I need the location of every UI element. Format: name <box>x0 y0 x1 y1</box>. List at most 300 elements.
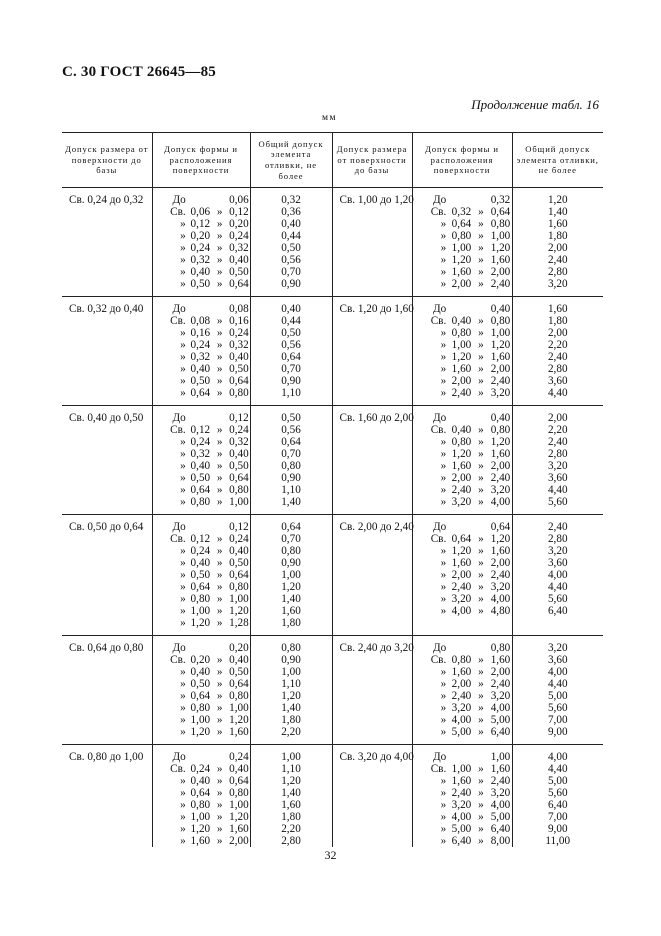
form-tolerance-line <box>159 557 250 569</box>
form-tolerance-line <box>419 484 512 496</box>
total-tolerance-value: 3,60 <box>547 472 568 484</box>
total-tolerance-value: 9,00 <box>547 726 568 738</box>
form-lower-bound: 2,00 <box>451 569 472 581</box>
total-tolerance-value: 1,40 <box>281 702 301 714</box>
total-tolerance-value: 4,40 <box>547 581 568 593</box>
form-separator: » <box>478 678 484 690</box>
form-prefix: » <box>180 387 186 399</box>
form-upper-bound: 1,60 <box>229 726 249 738</box>
form-tolerance-line <box>159 278 250 290</box>
total-tolerance-value: 2,40 <box>547 351 568 363</box>
total-tolerance-value: 6,40 <box>547 605 568 617</box>
total-tolerance-value: 5,00 <box>547 690 568 702</box>
form-separator: » <box>478 702 484 714</box>
form-prefix: » <box>440 327 447 339</box>
form-tolerance-line <box>159 763 250 775</box>
form-prefix: » <box>440 230 447 242</box>
form-lower-bound <box>186 521 210 533</box>
form-tolerance-line <box>419 545 512 557</box>
total-tolerance-cell <box>250 515 332 636</box>
total-tolerance-value: 2,80 <box>547 363 568 375</box>
form-upper-bound: 0,64 <box>229 775 249 787</box>
form-tolerance-line <box>159 206 250 218</box>
total-tolerance-value: 0,90 <box>281 472 301 484</box>
total-tolerance-value: 5,60 <box>547 593 568 605</box>
form-tolerance-line <box>159 424 250 436</box>
form-prefix: » <box>440 387 447 399</box>
form-separator: » <box>216 351 223 363</box>
form-lower-bound: 0,40 <box>190 460 211 472</box>
form-lower-bound: 1,00 <box>451 242 472 254</box>
form-upper-bound: 4,00 <box>490 593 511 605</box>
form-upper-bound: 0,80 <box>490 315 511 327</box>
total-tolerance-cell <box>250 297 332 406</box>
total-tolerance-value: 0,70 <box>281 533 301 545</box>
form-separator: » <box>478 714 484 726</box>
form-tolerance-line <box>419 642 512 654</box>
form-separator: » <box>478 787 484 799</box>
form-prefix: » <box>180 339 186 351</box>
form-tolerance-line <box>419 448 512 460</box>
column-header: Общий допуск элемента отливки, не более <box>512 133 603 188</box>
form-tolerance-cell <box>412 515 512 636</box>
total-tolerance-value: 5,60 <box>547 496 568 508</box>
form-lower-bound: 1,60 <box>190 835 211 847</box>
form-lower-bound: 0,64 <box>190 787 211 799</box>
form-upper-bound: 1,20 <box>229 714 249 726</box>
table-row <box>62 188 603 297</box>
total-tolerance-value: 0,64 <box>281 521 301 533</box>
form-prefix: Св. <box>430 424 447 436</box>
table-header-row <box>62 133 603 188</box>
form-separator: » <box>216 593 223 605</box>
total-tolerance-value: 0,40 <box>281 218 301 230</box>
form-prefix: Св. <box>430 206 447 218</box>
form-lower-bound: 0,24 <box>190 339 211 351</box>
form-upper-bound: 2,40 <box>490 375 511 387</box>
form-separator: » <box>216 424 223 436</box>
form-tolerance-line <box>159 666 250 678</box>
form-tolerance-line <box>419 569 512 581</box>
form-separator: » <box>216 726 223 738</box>
form-upper-bound: 2,40 <box>490 472 511 484</box>
form-separator: » <box>478 363 484 375</box>
form-prefix: » <box>180 254 186 266</box>
total-tolerance-cell <box>512 636 603 745</box>
form-lower-bound: 0,20 <box>190 654 211 666</box>
form-lower-bound: 1,20 <box>190 617 211 629</box>
form-upper-bound: 0,64 <box>229 375 249 387</box>
form-separator: » <box>216 545 223 557</box>
form-tolerance-line <box>159 799 250 811</box>
table-row <box>62 297 603 406</box>
form-prefix: » <box>440 823 447 835</box>
form-tolerance-line <box>419 521 512 533</box>
form-prefix: » <box>180 605 186 617</box>
form-prefix: » <box>180 472 186 484</box>
form-separator: » <box>478 690 484 702</box>
form-tolerance-line <box>419 775 512 787</box>
form-separator: » <box>216 617 223 629</box>
total-tolerance-value: 0,56 <box>281 424 301 436</box>
form-prefix: » <box>440 811 447 823</box>
form-tolerance-line <box>419 666 512 678</box>
form-upper-bound: 0,16 <box>229 315 249 327</box>
form-upper-bound: 2,40 <box>490 278 511 290</box>
total-tolerance-value: 0,40 <box>281 303 301 315</box>
form-upper-bound: 1,00 <box>229 496 249 508</box>
form-prefix: » <box>180 726 186 738</box>
total-tolerance-value: 2,00 <box>547 327 568 339</box>
total-tolerance-value: 2,20 <box>547 339 568 351</box>
total-tolerance-value: 1,10 <box>281 763 301 775</box>
form-lower-bound: 3,20 <box>451 702 472 714</box>
form-upper-bound: 1,00 <box>229 702 249 714</box>
form-lower-bound <box>446 521 471 533</box>
form-tolerance-line <box>159 545 250 557</box>
form-upper-bound: 1,60 <box>490 448 511 460</box>
form-upper-bound: 8,00 <box>490 835 511 847</box>
total-tolerance-value: 0,50 <box>281 242 301 254</box>
form-prefix: До <box>172 412 186 424</box>
form-prefix: » <box>440 666 447 678</box>
form-prefix: » <box>180 823 186 835</box>
form-upper-bound: 1,60 <box>229 823 249 835</box>
form-lower-bound: 0,50 <box>190 375 211 387</box>
form-lower-bound: 2,00 <box>451 472 472 484</box>
size-tolerance-range: Св. 0,80 до 1,00 <box>69 751 144 763</box>
form-tolerance-line <box>419 230 512 242</box>
form-separator: » <box>216 315 223 327</box>
form-tolerance-line <box>419 726 512 738</box>
form-separator <box>210 642 229 654</box>
total-tolerance-value: 4,00 <box>547 751 568 763</box>
form-separator: » <box>216 387 223 399</box>
form-tolerance-cell <box>152 745 250 848</box>
form-separator <box>210 412 229 424</box>
form-separator: » <box>216 242 223 254</box>
form-separator: » <box>478 484 484 496</box>
form-lower-bound: 0,50 <box>190 472 211 484</box>
form-separator: » <box>216 811 223 823</box>
total-tolerance-value: 0,50 <box>281 412 301 424</box>
form-separator: » <box>478 593 484 605</box>
form-tolerance-line <box>159 351 250 363</box>
form-upper-bound: 0,32 <box>229 436 249 448</box>
form-separator <box>210 194 229 206</box>
form-lower-bound: 0,64 <box>451 533 472 545</box>
form-lower-bound: 1,00 <box>190 714 211 726</box>
form-lower-bound: 2,00 <box>451 375 472 387</box>
form-lower-bound: 1,60 <box>451 363 472 375</box>
form-lower-bound: 0,80 <box>190 799 211 811</box>
total-tolerance-cell <box>512 297 603 406</box>
form-upper-bound: 0,64 <box>490 206 511 218</box>
form-tolerance-line <box>159 811 250 823</box>
form-tolerance-line <box>419 436 512 448</box>
form-lower-bound: 0,32 <box>190 254 211 266</box>
total-tolerance-value: 1,00 <box>281 751 301 763</box>
form-tolerance-line <box>419 412 512 424</box>
form-tolerance-line <box>419 751 512 763</box>
form-upper-bound: 1,60 <box>490 545 511 557</box>
total-tolerance-value: 2,40 <box>547 254 568 266</box>
form-prefix: » <box>440 351 447 363</box>
form-upper-bound: 0,40 <box>229 654 249 666</box>
form-tolerance-line <box>419 387 512 399</box>
form-lower-bound: 0,40 <box>190 557 211 569</box>
form-separator: » <box>216 266 223 278</box>
form-tolerance-line <box>159 726 250 738</box>
form-separator: » <box>216 448 223 460</box>
form-prefix: » <box>180 448 186 460</box>
form-prefix: » <box>180 278 186 290</box>
total-tolerance-value: 1,20 <box>281 690 301 702</box>
form-upper-bound: 0,64 <box>229 569 249 581</box>
column-header: Допуск размера от поверхности до базы <box>332 133 412 188</box>
form-separator: » <box>478 424 484 436</box>
form-prefix: До <box>433 642 447 654</box>
form-lower-bound: 6,40 <box>451 835 472 847</box>
form-tolerance-line <box>159 714 250 726</box>
form-tolerance-line <box>419 835 512 847</box>
form-lower-bound: 1,60 <box>451 266 472 278</box>
form-upper-bound: 0,12 <box>229 206 249 218</box>
form-lower-bound: 0,50 <box>190 569 211 581</box>
form-separator: » <box>216 496 223 508</box>
form-upper-bound: 2,00 <box>490 557 511 569</box>
form-upper-bound: 1,00 <box>490 327 511 339</box>
form-lower-bound <box>186 751 210 763</box>
total-tolerance-value: 0,64 <box>281 351 301 363</box>
form-upper-bound: 1,00 <box>490 751 511 763</box>
form-lower-bound: 1,60 <box>451 666 472 678</box>
form-separator <box>471 194 490 206</box>
total-tolerance-value: 7,00 <box>547 714 568 726</box>
form-lower-bound: 0,64 <box>190 387 211 399</box>
size-tolerance-range: Св. 2,40 до 3,20 <box>332 636 412 745</box>
form-tolerance-line <box>419 533 512 545</box>
form-tolerance-line <box>159 472 250 484</box>
total-tolerance-value: 0,90 <box>281 654 301 666</box>
form-prefix: Св. <box>170 315 186 327</box>
form-tolerance-line <box>419 218 512 230</box>
form-tolerance-line <box>159 678 250 690</box>
form-upper-bound: 0,40 <box>490 412 511 424</box>
total-tolerance-cell <box>512 188 603 297</box>
form-separator: » <box>478 254 484 266</box>
form-upper-bound: 0,40 <box>229 448 249 460</box>
unit-label: мм <box>322 113 338 123</box>
size-tolerance-range: Св. 2,00 до 2,40 <box>332 515 412 636</box>
total-tolerance-value: 2,20 <box>281 726 301 738</box>
form-tolerance-line <box>159 642 250 654</box>
form-tolerance-line <box>419 254 512 266</box>
form-upper-bound: 4,00 <box>490 799 511 811</box>
form-prefix: » <box>440 569 447 581</box>
total-tolerance-value: 5,60 <box>547 787 568 799</box>
form-lower-bound: 0,24 <box>190 545 211 557</box>
form-tolerance-line <box>419 206 512 218</box>
form-tolerance-line <box>419 690 512 702</box>
form-tolerance-line <box>159 303 250 315</box>
form-upper-bound: 2,00 <box>490 666 511 678</box>
form-lower-bound: 1,20 <box>451 351 472 363</box>
form-upper-bound: 0,24 <box>229 327 249 339</box>
form-tolerance-line <box>419 351 512 363</box>
form-separator: » <box>478 835 484 847</box>
form-upper-bound: 0,80 <box>229 690 249 702</box>
form-upper-bound: 0,32 <box>490 194 511 206</box>
form-prefix: » <box>440 726 447 738</box>
form-upper-bound: 1,28 <box>229 617 249 629</box>
form-upper-bound: 3,20 <box>490 787 511 799</box>
form-tolerance-line <box>419 460 512 472</box>
form-upper-bound: 2,40 <box>490 569 511 581</box>
form-separator: » <box>478 315 484 327</box>
form-upper-bound: 0,64 <box>229 678 249 690</box>
form-tolerance-line <box>419 823 512 835</box>
form-separator: » <box>478 266 484 278</box>
form-separator: » <box>478 436 484 448</box>
form-tolerance-line <box>159 835 250 847</box>
form-tolerance-line <box>159 654 250 666</box>
form-prefix: » <box>180 266 186 278</box>
form-prefix: » <box>180 593 186 605</box>
form-lower-bound: 0,20 <box>190 230 211 242</box>
form-prefix: » <box>440 787 447 799</box>
total-tolerance-value: 1,60 <box>547 218 568 230</box>
form-separator: » <box>216 654 223 666</box>
form-separator: » <box>478 569 484 581</box>
form-upper-bound: 5,00 <box>490 811 511 823</box>
form-separator: » <box>478 375 484 387</box>
form-lower-bound: 3,20 <box>451 799 472 811</box>
form-upper-bound: 0,40 <box>229 254 249 266</box>
total-tolerance-value: 0,36 <box>281 206 301 218</box>
form-separator: » <box>478 557 484 569</box>
form-prefix: » <box>180 799 186 811</box>
form-separator: » <box>478 351 484 363</box>
form-tolerance-line <box>419 363 512 375</box>
form-tolerance-line <box>159 569 250 581</box>
form-separator: » <box>216 533 223 545</box>
form-tolerance-cell <box>412 636 512 745</box>
form-upper-bound: 0,32 <box>229 242 249 254</box>
table-row <box>62 745 603 848</box>
form-separator: » <box>478 726 484 738</box>
form-upper-bound: 4,00 <box>490 702 511 714</box>
form-tolerance-line <box>159 775 250 787</box>
form-separator: » <box>478 230 484 242</box>
form-separator: » <box>478 799 484 811</box>
form-upper-bound: 0,64 <box>490 521 511 533</box>
form-tolerance-line <box>419 763 512 775</box>
form-tolerance-line <box>159 266 250 278</box>
form-separator: » <box>478 278 484 290</box>
form-separator: » <box>216 327 223 339</box>
total-tolerance-value: 4,00 <box>547 666 568 678</box>
form-tolerance-cell <box>152 406 250 515</box>
form-separator: » <box>216 763 223 775</box>
form-prefix: » <box>440 545 447 557</box>
form-lower-bound: 0,40 <box>190 363 211 375</box>
form-lower-bound: 1,00 <box>451 763 472 775</box>
form-upper-bound: 1,00 <box>229 593 249 605</box>
total-tolerance-cell <box>250 406 332 515</box>
form-prefix: » <box>440 266 447 278</box>
form-tolerance-cell <box>152 636 250 745</box>
form-lower-bound: 0,16 <box>190 327 211 339</box>
form-separator: » <box>216 460 223 472</box>
form-upper-bound: 0,80 <box>490 218 511 230</box>
form-tolerance-line <box>159 327 250 339</box>
total-tolerance-value: 4,00 <box>547 569 568 581</box>
form-lower-bound: 2,40 <box>451 690 472 702</box>
form-tolerance-cell <box>152 515 250 636</box>
form-tolerance-line <box>419 678 512 690</box>
form-upper-bound: 0,24 <box>229 230 249 242</box>
form-lower-bound: 0,64 <box>451 218 472 230</box>
form-separator <box>210 303 229 315</box>
form-upper-bound: 2,40 <box>490 775 511 787</box>
form-upper-bound: 2,40 <box>490 678 511 690</box>
total-tolerance-value: 2,40 <box>547 436 568 448</box>
form-separator: » <box>216 206 223 218</box>
form-upper-bound: 1,20 <box>229 811 249 823</box>
form-tolerance-line <box>159 533 250 545</box>
form-prefix: » <box>440 593 447 605</box>
form-lower-bound: 1,00 <box>451 339 472 351</box>
total-tolerance-value: 9,00 <box>547 823 568 835</box>
form-tolerance-line <box>159 593 250 605</box>
form-lower-bound <box>446 642 471 654</box>
form-lower-bound: 0,24 <box>190 763 211 775</box>
form-upper-bound: 0,24 <box>229 424 249 436</box>
form-separator: » <box>478 581 484 593</box>
form-separator: » <box>216 714 223 726</box>
form-prefix: » <box>180 666 186 678</box>
form-tolerance-line <box>159 617 250 629</box>
tolerance-table <box>62 132 603 847</box>
total-tolerance-value: 2,00 <box>547 242 568 254</box>
form-lower-bound: 2,40 <box>451 484 472 496</box>
form-upper-bound: 0,80 <box>229 787 249 799</box>
total-tolerance-value: 2,80 <box>547 533 568 545</box>
total-tolerance-value: 11,00 <box>545 835 571 847</box>
form-prefix: » <box>180 363 186 375</box>
form-upper-bound: 1,20 <box>490 533 511 545</box>
form-tolerance-line <box>159 339 250 351</box>
form-upper-bound: 0,40 <box>490 303 511 315</box>
total-tolerance-value: 0,70 <box>281 266 301 278</box>
form-prefix: » <box>180 617 186 629</box>
form-tolerance-line <box>159 460 250 472</box>
form-tolerance-line <box>419 581 512 593</box>
form-tolerance-line <box>159 315 250 327</box>
total-tolerance-value: 0,80 <box>281 460 301 472</box>
form-tolerance-line <box>419 654 512 666</box>
form-upper-bound: 0,12 <box>229 521 249 533</box>
form-separator: » <box>216 218 223 230</box>
column-header: Общий допуск элемента отливки, не более <box>250 133 332 188</box>
form-tolerance-line <box>159 436 250 448</box>
form-lower-bound <box>186 412 210 424</box>
form-separator: » <box>216 702 223 714</box>
form-prefix: До <box>433 751 447 763</box>
form-tolerance-line <box>159 484 250 496</box>
form-tolerance-line <box>419 266 512 278</box>
